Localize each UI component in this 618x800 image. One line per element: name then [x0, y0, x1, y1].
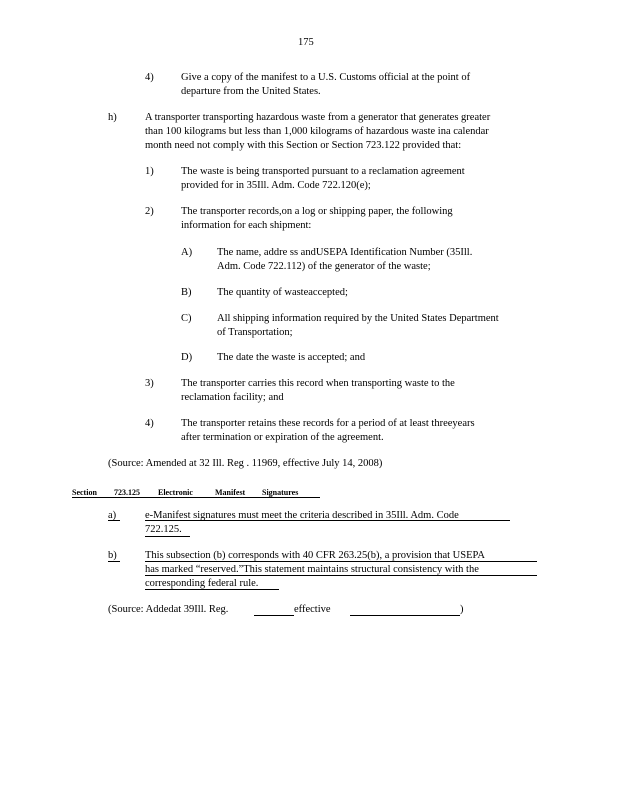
- blank-line: [254, 615, 294, 616]
- list-item-text: The transporter records,on a log or shipping paper, the following: [181, 206, 453, 217]
- paragraph-line: A transporter transporting hazardous waste from a generator that generates greater: [145, 112, 491, 123]
- source-note: (Source: Addedat 39Ill. Reg.: [108, 604, 229, 615]
- inserted-text-line: This subsection (b) corresponds with 40 CFR 263.25(b), a provision that USEPA: [145, 550, 485, 561]
- list-label: 2): [145, 206, 154, 217]
- inserted-text-line: has marked “reserved.”This statement maintains structural consistency with the: [145, 564, 479, 575]
- list-label: 4): [145, 72, 154, 83]
- source-note-close: ): [460, 604, 464, 615]
- paragraph-line: month need not comply with this Section or Section 723.122 provided that:: [145, 140, 462, 151]
- list-item-text: The transporter carries this record when transporting waste to the: [181, 378, 455, 389]
- list-item-text: information for each shipment:: [181, 220, 312, 231]
- list-label: 4): [145, 418, 154, 429]
- list-item-text: The transporter retains these records for a period of at least threeyears: [181, 418, 475, 429]
- subsection-label: a): [108, 510, 117, 521]
- blank-line: [350, 615, 460, 616]
- subsection-label: b): [108, 550, 117, 561]
- section-title-word: Electronic: [158, 488, 193, 497]
- sublist-item-text: The quantity of wasteaccepted;: [217, 287, 348, 298]
- list-item-text: reclamation facility; and: [181, 392, 284, 403]
- sublist-item-text: The name, addre ss andUSEPA Identification Number (35Ill.: [217, 247, 473, 258]
- section-label: Section: [72, 488, 97, 497]
- insertion-underline: [145, 561, 537, 562]
- insertion-underline: [145, 536, 190, 537]
- list-item-text: provided for in 35Ill. Adm. Code 722.120(e);: [181, 180, 371, 191]
- inserted-text-line: corresponding federal rule.: [145, 578, 259, 589]
- insertion-underline: [108, 520, 120, 521]
- insertion-underline: [108, 561, 120, 562]
- sublist-item-text: The date the waste is accepted; and: [217, 352, 366, 363]
- source-note: (Source: Amended at 32 Ill. Reg . 11969, effective July 14, 2008): [108, 458, 383, 469]
- section-title-word: Signatures: [262, 488, 299, 497]
- inserted-text-line: 722.125.: [145, 524, 182, 535]
- sublist-label: A): [181, 247, 193, 258]
- page-number: 175: [298, 37, 314, 48]
- sublist-label: B): [181, 287, 192, 298]
- paragraph-line: than 100 kilograms but less than 1,000 kilograms of hazardous waste ina calendar: [145, 126, 489, 137]
- insertion-underline: [145, 575, 537, 576]
- sublist-item-text: of Transportation;: [217, 327, 293, 338]
- list-label: 3): [145, 378, 154, 389]
- section-title-word: Manifest: [215, 488, 246, 497]
- sublist-label: D): [181, 352, 193, 363]
- subsection-label: h): [108, 112, 117, 123]
- inserted-text-line: e-Manifest signatures must meet the criteria described in 35Ill. Adm. Code: [145, 510, 459, 521]
- insertion-underline: [145, 589, 279, 590]
- list-item-text: departure from the United States.: [181, 86, 321, 97]
- sublist-item-text: Adm. Code 722.112) of the generator of the waste;: [217, 261, 431, 272]
- section-heading-underline: [72, 497, 320, 498]
- list-item-text: after termination or expiration of the agreement.: [181, 432, 384, 443]
- sublist-label: C): [181, 313, 192, 324]
- sublist-item-text: All shipping information required by the United States Department: [217, 313, 499, 324]
- source-note-effective: effective: [294, 604, 331, 615]
- section-number: 723.125: [114, 488, 140, 497]
- insertion-underline: [145, 520, 510, 521]
- list-label: 1): [145, 166, 154, 177]
- list-item-text: The waste is being transported pursuant to a reclamation agreement: [181, 166, 465, 177]
- list-item-text: Give a copy of the manifest to a U.S. Customs official at the point of: [181, 72, 471, 83]
